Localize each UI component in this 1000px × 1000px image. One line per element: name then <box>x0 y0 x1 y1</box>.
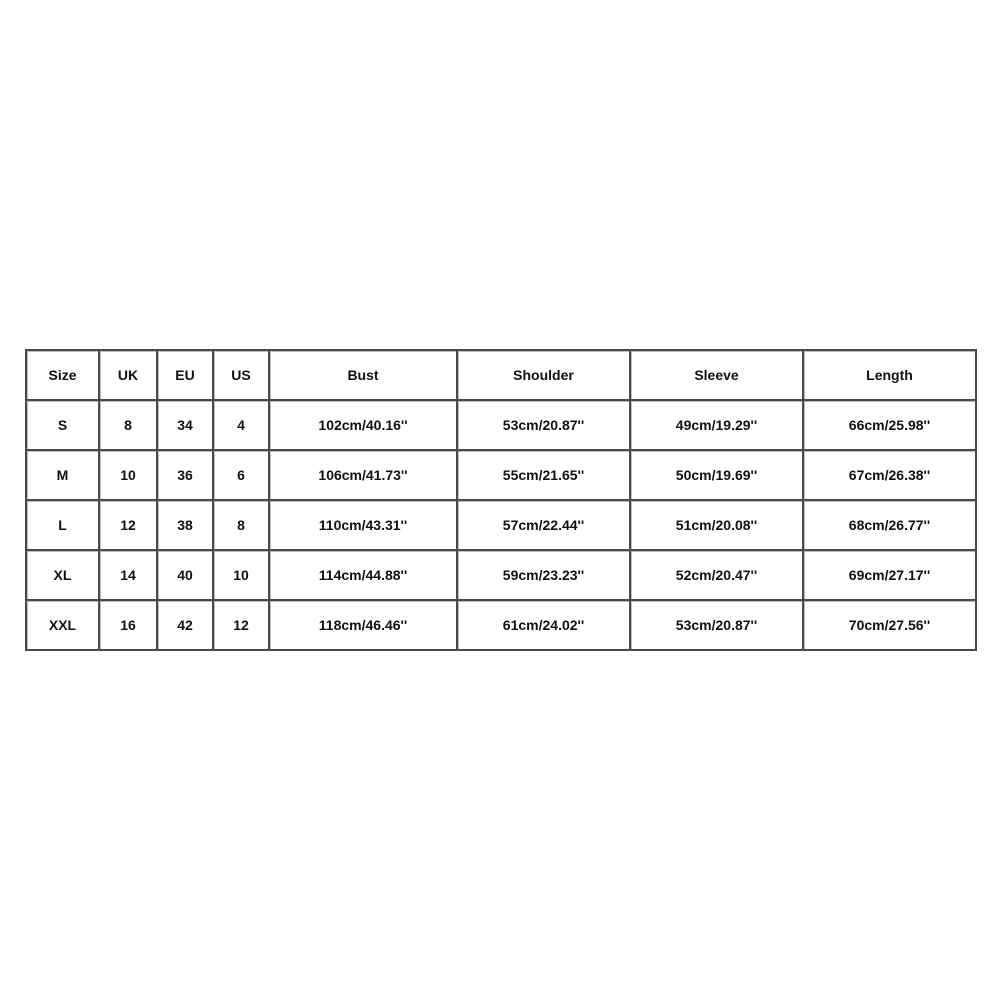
cell-bust: 118cm/46.46'' <box>269 600 457 650</box>
cell-length: 70cm/27.56'' <box>803 600 976 650</box>
cell-shoulder: 57cm/22.44'' <box>457 500 630 550</box>
cell-eu: 34 <box>157 400 213 450</box>
cell-us: 4 <box>213 400 269 450</box>
header-sleeve: Sleeve <box>630 350 803 400</box>
cell-uk: 16 <box>99 600 157 650</box>
cell-shoulder: 55cm/21.65'' <box>457 450 630 500</box>
cell-eu: 36 <box>157 450 213 500</box>
header-uk: UK <box>99 350 157 400</box>
cell-size: XL <box>26 550 99 600</box>
cell-sleeve: 49cm/19.29'' <box>630 400 803 450</box>
cell-eu: 40 <box>157 550 213 600</box>
cell-shoulder: 59cm/23.23'' <box>457 550 630 600</box>
cell-size: M <box>26 450 99 500</box>
header-size: Size <box>26 350 99 400</box>
cell-uk: 14 <box>99 550 157 600</box>
cell-sleeve: 51cm/20.08'' <box>630 500 803 550</box>
table-row <box>26 450 976 500</box>
table-row <box>26 500 976 550</box>
header-shoulder: Shoulder <box>457 350 630 400</box>
cell-length: 67cm/26.38'' <box>803 450 976 500</box>
cell-size: S <box>26 400 99 450</box>
table-row <box>26 400 976 450</box>
cell-size: L <box>26 500 99 550</box>
cell-us: 6 <box>213 450 269 500</box>
cell-length: 69cm/27.17'' <box>803 550 976 600</box>
cell-shoulder: 53cm/20.87'' <box>457 400 630 450</box>
header-row <box>26 350 976 400</box>
cell-bust: 110cm/43.31'' <box>269 500 457 550</box>
cell-shoulder: 61cm/24.02'' <box>457 600 630 650</box>
size-chart-table <box>25 349 977 651</box>
cell-bust: 106cm/41.73'' <box>269 450 457 500</box>
cell-uk: 10 <box>99 450 157 500</box>
cell-sleeve: 53cm/20.87'' <box>630 600 803 650</box>
header-bust: Bust <box>269 350 457 400</box>
cell-sleeve: 52cm/20.47'' <box>630 550 803 600</box>
table-row <box>26 600 976 650</box>
header-eu: EU <box>157 350 213 400</box>
cell-eu: 38 <box>157 500 213 550</box>
cell-bust: 114cm/44.88'' <box>269 550 457 600</box>
cell-uk: 8 <box>99 400 157 450</box>
cell-length: 68cm/26.77'' <box>803 500 976 550</box>
header-length: Length <box>803 350 976 400</box>
table-row <box>26 550 976 600</box>
cell-bust: 102cm/40.16'' <box>269 400 457 450</box>
cell-sleeve: 50cm/19.69'' <box>630 450 803 500</box>
cell-uk: 12 <box>99 500 157 550</box>
cell-us: 10 <box>213 550 269 600</box>
cell-length: 66cm/25.98'' <box>803 400 976 450</box>
cell-eu: 42 <box>157 600 213 650</box>
cell-size: XXL <box>26 600 99 650</box>
cell-us: 8 <box>213 500 269 550</box>
cell-us: 12 <box>213 600 269 650</box>
header-us: US <box>213 350 269 400</box>
